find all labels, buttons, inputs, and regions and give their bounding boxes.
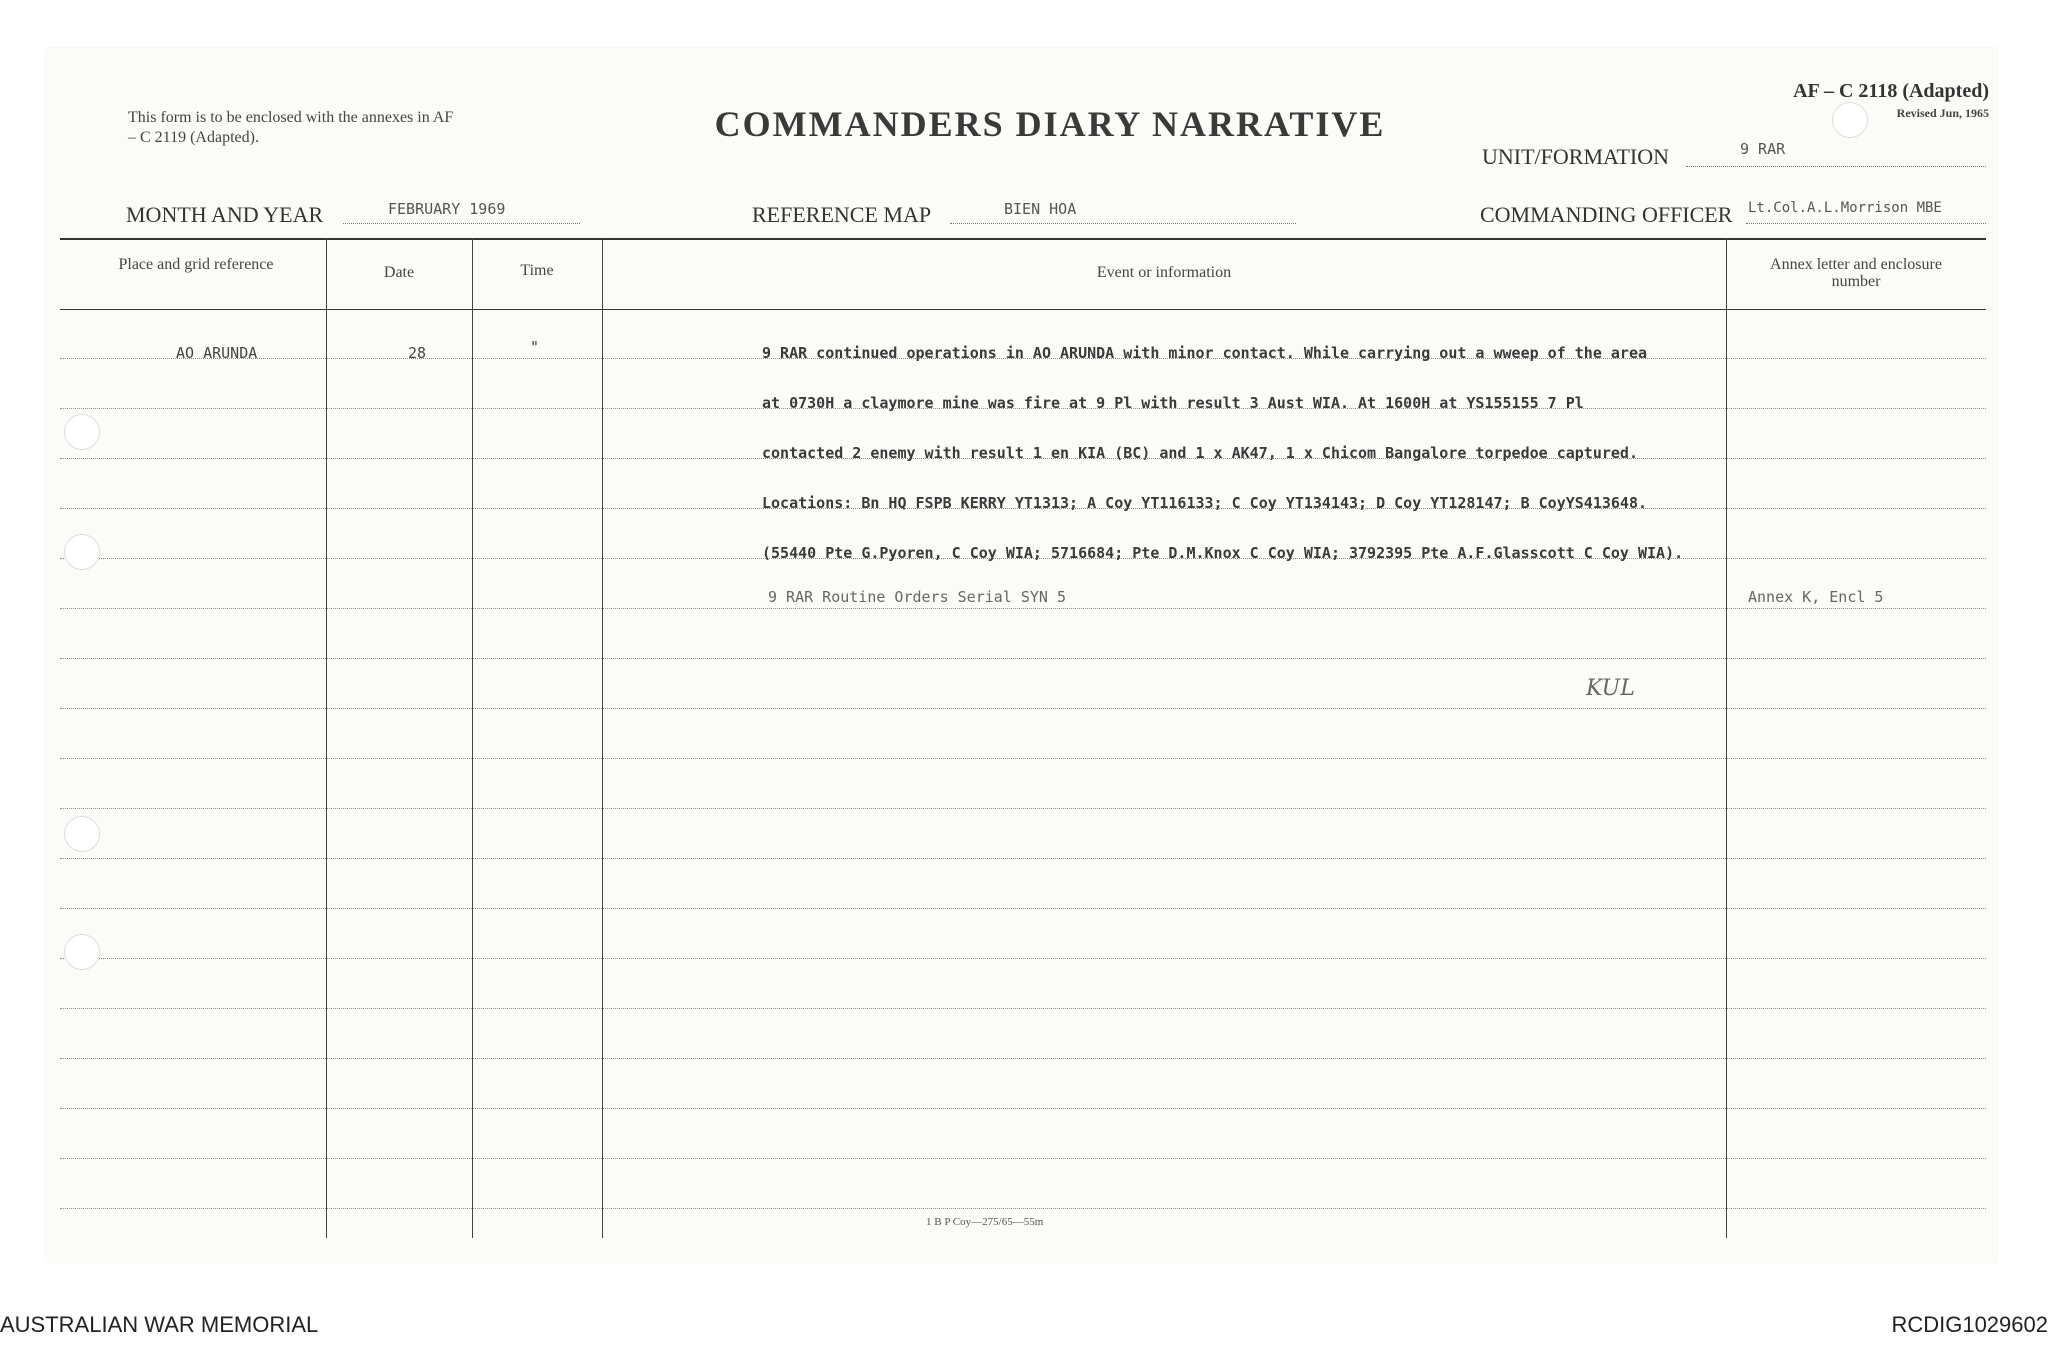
event-line-4: Locations: Bn HQ FSPB KERRY YT1313; A Coy YT116133; C Coy YT134143; D Coy YT128147; B CoyYS413648. [762,494,1648,512]
event-line-5: (55440 Pte G.Pyoren, C Coy WIA; 5716684; Pte D.M.Knox C Coy WIA; 3792395 Pte A.F.Glasscott C Coy WIA). [762,544,1684,562]
month-year-dotline [343,223,580,224]
ruled-row [60,658,1986,659]
archive-reference-id: RCDIG1029602 [1891,1312,2048,1337]
column-divider-date [326,238,327,1238]
column-header-event: Event or information [1096,264,1232,281]
form-instruction-note: This form is to be enclosed with the annexes in AF – C 2119 (Adapted). [128,109,454,146]
ruled-row [60,1108,1986,1109]
handwritten-initials: KUL [1586,676,1635,701]
form-title: COMMANDERS DIARY NARRATIVE [714,104,1386,144]
column-header-annex: Annex letter and enclosure number [1770,256,1942,290]
archive-credit: AUSTRALIAN WAR MEMORIAL [0,1312,319,1337]
printer-imprint: 1 B P Coy—275/65—55m [926,1216,1044,1228]
month-year-label: MONTH AND YEAR [126,202,324,227]
entry-time-ditto: " [530,338,540,356]
column-divider-event [602,238,603,1238]
ruled-row [60,758,1986,759]
entry-date: 28 [408,344,427,362]
event-line-1: 9 RAR continued operations in AO ARUNDA with minor contact. While carrying out a wweep of the area [762,344,1648,362]
table-header-rule [60,309,1986,310]
form-number: AF – C 2118 (Adapted) [1793,80,1989,102]
commanding-officer-label: COMMANDING OFFICER [1480,202,1733,227]
routine-orders-reference: 9 RAR Routine Orders Serial SYN 5 [768,588,1067,606]
reference-map-value: BIEN HOA [1004,200,1077,218]
ruled-row [60,1208,1986,1209]
punch-hole [64,816,100,852]
commanding-officer-value: Lt.Col.A.L.Morrison MBE [1748,200,1942,216]
commanding-officer-dotline [1746,223,1986,224]
column-divider-time [472,238,473,1238]
punch-hole [64,934,100,970]
annex-reference: Annex K, Encl 5 [1748,588,1884,606]
ruled-row [60,958,1986,959]
punch-hole [1832,102,1868,138]
event-line-3: contacted 2 enemy with result 1 en KIA (BC) and 1 x AK47, 1 x Chicom Bangalore torpedoe captured. [762,444,1638,462]
ruled-row [60,858,1986,859]
unit-formation-dotline [1686,166,1986,167]
reference-map-label: REFERENCE MAP [752,202,932,227]
ruled-row [60,1008,1986,1009]
reference-map-dotline [950,223,1296,224]
month-year-value: FEBRUARY 1969 [388,200,506,218]
event-line-2: at 0730H a claymore mine was fire at 9 Pl with result 3 Aust WIA. At 1600H at YS155155 7 Pl [762,394,1584,412]
ruled-row [60,1058,1986,1059]
ruled-row [60,708,1986,709]
unit-formation-label: UNIT/FORMATION [1482,144,1669,169]
ruled-row [60,1158,1986,1159]
punch-hole [64,534,100,570]
column-header-place: Place and grid reference [118,256,274,273]
column-header-time: Time [520,262,554,279]
unit-formation-value: 9 RAR [1740,140,1786,158]
column-divider-annex [1726,238,1727,1238]
table-top-rule [60,238,1986,240]
ruled-row [60,608,1986,609]
revision-date: Revised Jun, 1965 [1896,106,1989,120]
ruled-row [60,908,1986,909]
entry-place: AO ARUNDA [176,344,258,362]
diary-form-sheet [46,48,1997,1262]
punch-hole [64,414,100,450]
column-header-date: Date [383,264,415,281]
ruled-row [60,808,1986,809]
